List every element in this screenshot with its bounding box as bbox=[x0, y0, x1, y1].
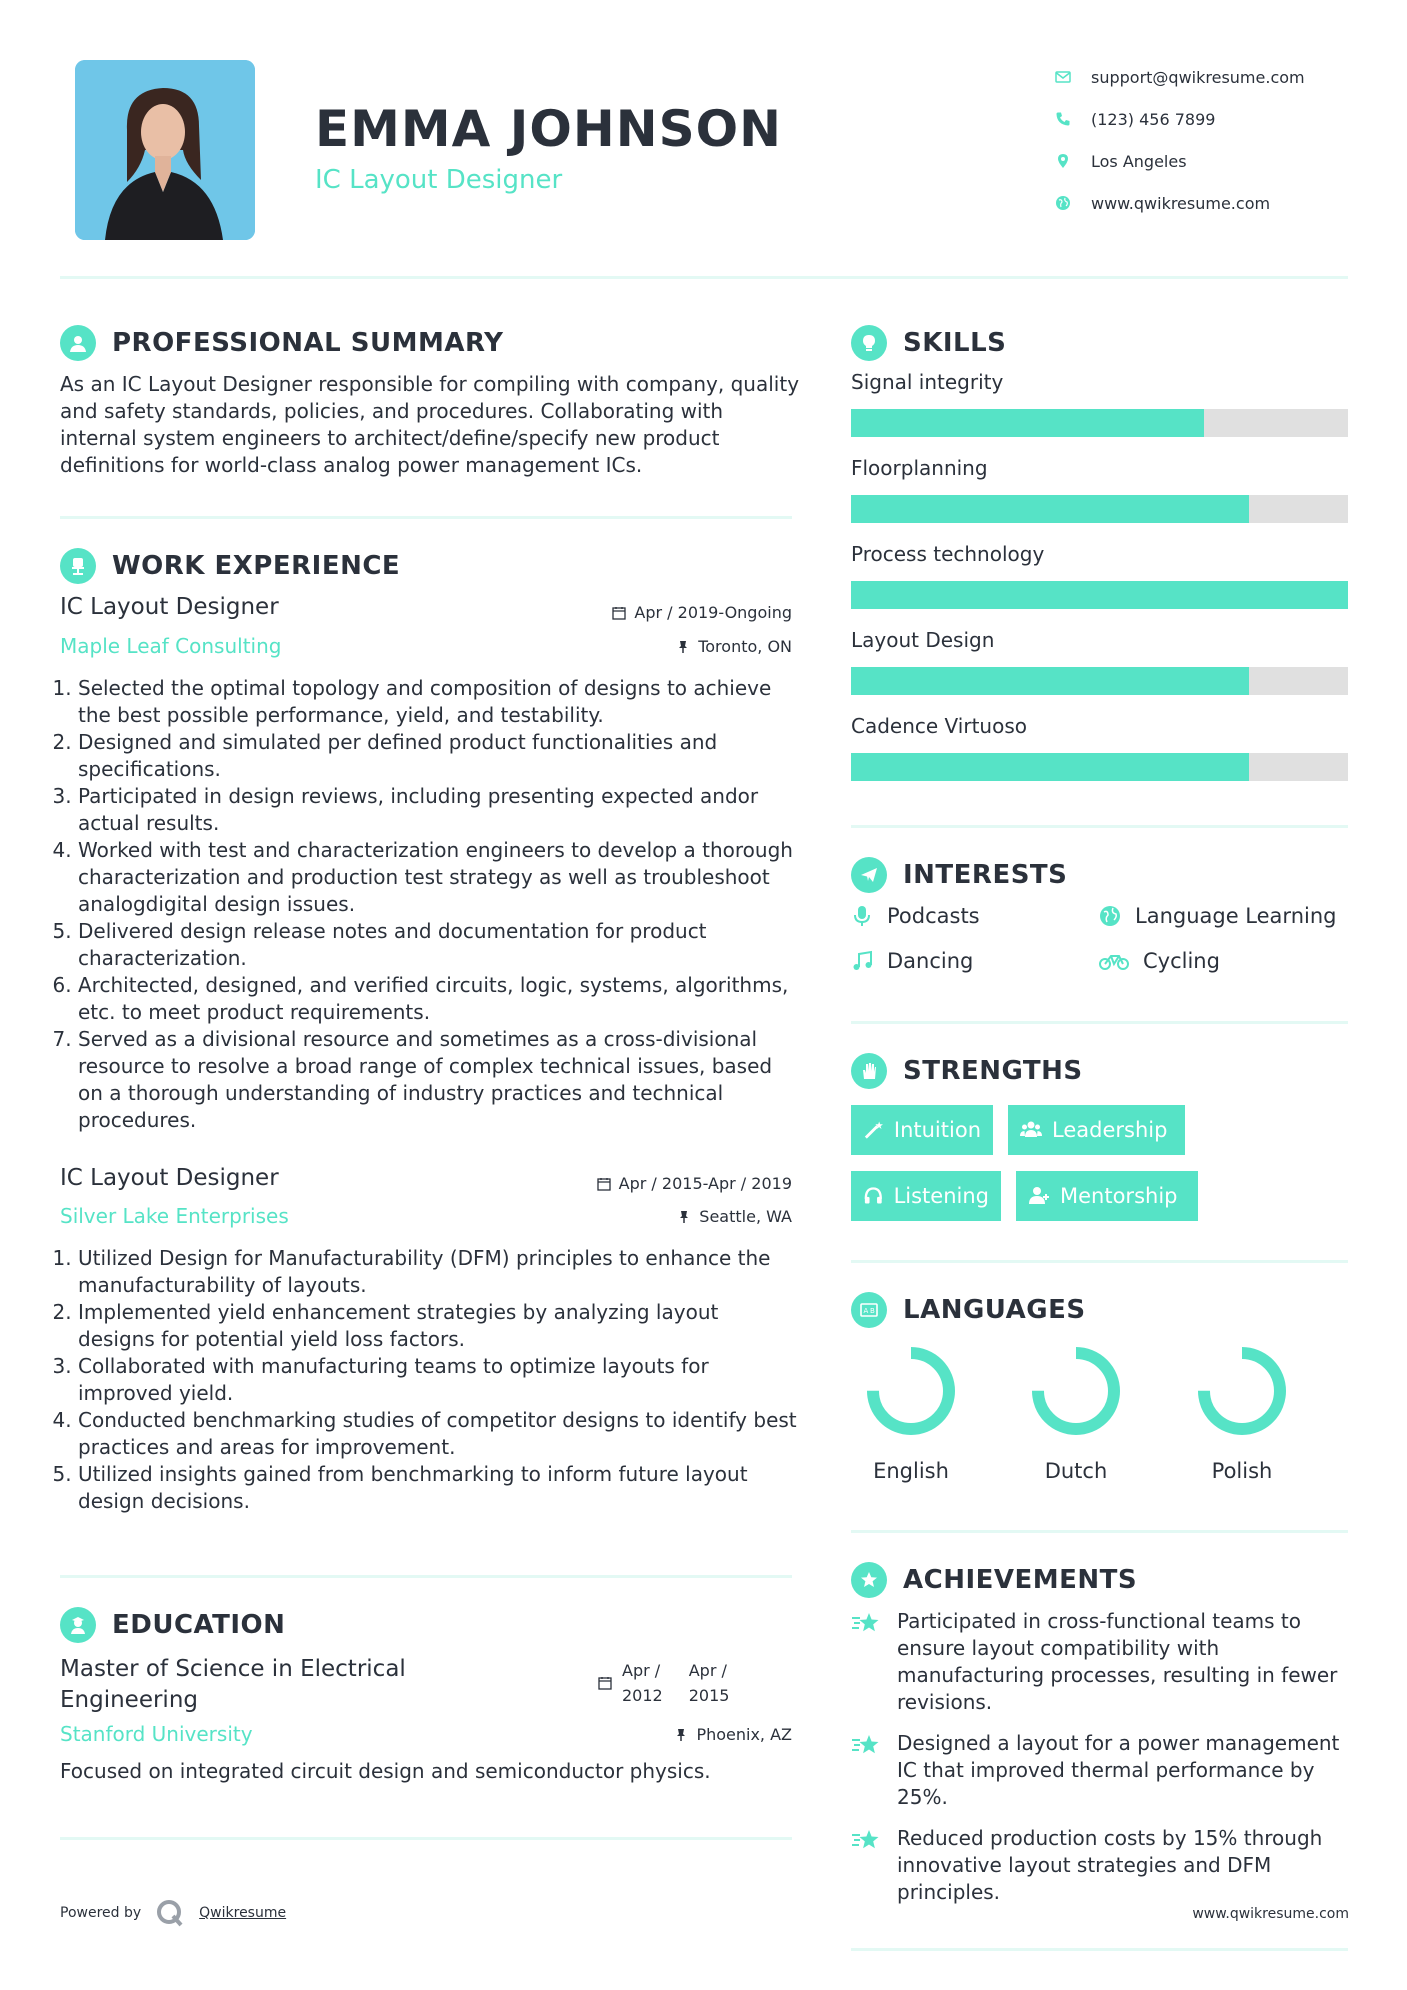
languages-divider bbox=[851, 1530, 1348, 1533]
headphones-icon bbox=[863, 1185, 884, 1207]
contact-email-text: support@qwikresume.com bbox=[1091, 67, 1305, 87]
achievement-2 bbox=[851, 1730, 1348, 1811]
contact-phone[interactable] bbox=[1055, 98, 1375, 140]
interest-label: Cycling bbox=[1143, 949, 1220, 973]
users-icon bbox=[1020, 1119, 1042, 1141]
strength-label: Listening bbox=[893, 1184, 989, 1208]
achievement-text: Participated in cross-functional teams to ensure layout compatibility with manufacturing processes, resulting in fewer revisions. bbox=[897, 1609, 1338, 1714]
achievement-1 bbox=[851, 1608, 1348, 1716]
summary-heading bbox=[60, 325, 503, 361]
interest-label: Language Learning bbox=[1135, 904, 1337, 928]
job-1-location bbox=[500, 637, 792, 656]
globe-icon bbox=[1055, 195, 1071, 211]
music-icon bbox=[851, 950, 873, 972]
star-icon bbox=[851, 1827, 883, 1857]
envelope-icon bbox=[1055, 69, 1071, 85]
strength-listening bbox=[851, 1171, 1001, 1221]
graduate-icon bbox=[60, 1607, 96, 1643]
strength-leadership bbox=[1008, 1105, 1185, 1155]
strength-label: Mentorship bbox=[1060, 1184, 1178, 1208]
list-item: 7. Served as a divisional resource and sometimes as a cross-divisional resource to resolve a broad range of complex technical issues, based on a thorough understanding of industry practices and technical procedures. bbox=[78, 1026, 800, 1134]
summary-title: PROFESSIONAL SUMMARY bbox=[112, 328, 504, 358]
profile-photo bbox=[75, 60, 255, 240]
job-2-company: Silver Lake Enterprises bbox=[60, 1204, 289, 1228]
contact-website-text: www.qwikresume.com bbox=[1091, 193, 1271, 213]
language-item bbox=[1182, 1345, 1302, 1483]
job-1-location-text: Toronto, ON bbox=[698, 637, 792, 656]
footer-powered-by bbox=[60, 1898, 286, 1928]
interests-heading bbox=[851, 857, 1067, 893]
contact-block bbox=[1055, 56, 1375, 224]
language-item bbox=[1016, 1345, 1136, 1483]
job-1-bullets bbox=[60, 675, 800, 1134]
calendar-icon bbox=[612, 606, 626, 620]
header-divider bbox=[60, 276, 1348, 279]
education-start-2: 2012 bbox=[622, 1686, 663, 1705]
microphone-icon bbox=[851, 905, 873, 927]
list-item: 5. Utilized insights gained from benchmarking to inform future layout design decisions. bbox=[78, 1461, 800, 1515]
experience-divider bbox=[60, 1575, 792, 1578]
pin-icon bbox=[676, 640, 690, 654]
education-description: Focused on integrated circuit design and semiconductor physics. bbox=[60, 1759, 711, 1783]
magic-wand-icon bbox=[863, 1119, 884, 1141]
interest-dancing bbox=[851, 949, 973, 973]
achievements-title: ACHIEVEMENTS bbox=[903, 1565, 1138, 1595]
pin-icon bbox=[674, 1728, 688, 1742]
strengths-divider bbox=[851, 1260, 1348, 1263]
achievement-text: Reduced production costs by 15% through innovative layout strategies and DFM principles. bbox=[897, 1826, 1323, 1904]
globe-icon bbox=[1099, 905, 1121, 927]
skill-bar-fill bbox=[851, 495, 1249, 523]
user-plus-icon bbox=[1028, 1185, 1050, 1207]
job-2-location-text: Seattle, WA bbox=[699, 1207, 792, 1226]
strength-intuition bbox=[851, 1105, 993, 1155]
phone-icon bbox=[1055, 111, 1071, 127]
list-item: 6. Architected, designed, and verified circuits, logic, systems, algorithms, etc. to meet product requirements. bbox=[78, 972, 800, 1026]
skill-label: Signal integrity bbox=[851, 370, 1004, 394]
languages-title: LANGUAGES bbox=[903, 1295, 1086, 1325]
education-end-2: 2015 bbox=[688, 1686, 730, 1705]
list-item: 3. Collaborated with manufacturing teams to optimize layouts for improved yield. bbox=[78, 1353, 800, 1407]
job-1-title: IC Layout Designer bbox=[60, 594, 279, 620]
footer-website[interactable]: www.qwikresume.com bbox=[1192, 1906, 1349, 1922]
education-degree-line2: Engineering bbox=[60, 1687, 198, 1713]
interests-title: INTERESTS bbox=[903, 860, 1068, 890]
strength-mentorship bbox=[1016, 1171, 1198, 1221]
skill-bar bbox=[851, 495, 1348, 523]
skills-heading bbox=[851, 325, 1006, 361]
language-ring bbox=[1196, 1345, 1288, 1437]
skill-bar-fill bbox=[851, 667, 1249, 695]
job-2-title: IC Layout Designer bbox=[60, 1165, 279, 1191]
contact-phone-text: (123) 456 7899 bbox=[1091, 109, 1216, 129]
list-item: 3. Participated in design reviews, including presenting expected andor actual results. bbox=[78, 783, 800, 837]
list-item: 1. Utilized Design for Manufacturability (DFM) principles to enhance the manufacturability of layouts. bbox=[78, 1245, 800, 1299]
job-1-date-text: Apr / 2019-Ongoing bbox=[634, 603, 792, 622]
language-ring bbox=[865, 1345, 957, 1437]
list-item: 5. Delivered design release notes and documentation for product characterization. bbox=[78, 918, 800, 972]
strength-label: Leadership bbox=[1052, 1118, 1168, 1142]
languages-heading bbox=[851, 1292, 1086, 1328]
contact-website[interactable] bbox=[1055, 182, 1375, 224]
language-name: Dutch bbox=[1044, 1459, 1108, 1483]
star-icon bbox=[851, 1732, 883, 1762]
interests-divider bbox=[851, 1021, 1348, 1024]
summary-divider bbox=[60, 516, 792, 519]
lightbulb-icon bbox=[851, 325, 887, 361]
contact-location-text: Los Angeles bbox=[1091, 151, 1187, 171]
education-title: EDUCATION bbox=[112, 1610, 286, 1640]
list-item: 2. Designed and simulated per defined product functionalities and specifications. bbox=[78, 729, 800, 783]
achievement-text: Designed a layout for a power management IC that improved thermal performance by 25%. bbox=[897, 1731, 1340, 1809]
summary-text: As an IC Layout Designer responsible for compiling with company, quality and safety standards, policies, and procedures. Collaborating with internal system engineers to architect/define/specify new product definitions for world-class analog power management ICs. bbox=[60, 372, 800, 477]
education-end bbox=[689, 1658, 730, 1708]
list-item: 1. Selected the optimal topology and composition of designs to achieve the best possible performance, yield, and testability. bbox=[78, 675, 800, 729]
strength-label: Intuition bbox=[893, 1118, 981, 1142]
achievements-heading bbox=[851, 1562, 1137, 1598]
education-dates bbox=[598, 1658, 729, 1708]
skills-divider bbox=[851, 825, 1348, 828]
qwikresume-link[interactable]: Qwikresume bbox=[199, 1905, 287, 1921]
list-item: 4. Conducted benchmarking studies of competitor designs to identify best practices and areas for improvement. bbox=[78, 1407, 800, 1461]
education-degree bbox=[60, 1654, 406, 1716]
contact-email[interactable] bbox=[1055, 56, 1375, 98]
experience-title: WORK EXPERIENCE bbox=[112, 551, 401, 581]
list-item: 4. Worked with test and characterization engineers to develop a thorough characterization and production test strategy as well as troubleshoot analogdigital design issues. bbox=[78, 837, 800, 918]
svg-text:B: B bbox=[870, 1307, 875, 1315]
skill-bar bbox=[851, 581, 1348, 609]
education-start-1: Apr / bbox=[622, 1661, 661, 1680]
language-name: English bbox=[873, 1459, 949, 1483]
qwikresume-logo-icon bbox=[155, 1898, 185, 1928]
strengths-heading bbox=[851, 1053, 1083, 1089]
education-location bbox=[500, 1725, 792, 1744]
skill-bar-fill bbox=[851, 581, 1348, 609]
achievements-divider bbox=[851, 1948, 1348, 1951]
skill-label: Cadence Virtuoso bbox=[851, 714, 1027, 738]
interest-label: Dancing bbox=[887, 949, 974, 973]
education-end-1: Apr / bbox=[688, 1661, 727, 1680]
list-item: 2. Implemented yield enhancement strategies by analyzing layout designs for potential yield loss factors. bbox=[78, 1299, 800, 1353]
education-start bbox=[622, 1658, 663, 1708]
job-2-bullets bbox=[60, 1245, 800, 1515]
skill-bar bbox=[851, 753, 1348, 781]
office-chair-icon bbox=[60, 548, 96, 584]
education-degree-line1: Master of Science in Electrical bbox=[60, 1656, 406, 1682]
skill-label: Layout Design bbox=[851, 628, 995, 652]
calendar-icon bbox=[598, 1676, 612, 1690]
strengths-title: STRENGTHS bbox=[903, 1056, 1083, 1086]
language-icon bbox=[851, 1292, 887, 1328]
skill-bar bbox=[851, 667, 1348, 695]
star-badge-icon bbox=[851, 1562, 887, 1598]
education-location-text: Phoenix, AZ bbox=[696, 1725, 792, 1744]
skill-label: Floorplanning bbox=[851, 456, 988, 480]
skill-bar-fill bbox=[851, 409, 1204, 437]
calendar-icon bbox=[597, 1177, 611, 1191]
job-2-date bbox=[500, 1174, 792, 1193]
skills-title: SKILLS bbox=[903, 328, 1007, 358]
map-pin-icon bbox=[1055, 153, 1071, 169]
achievement-3 bbox=[851, 1825, 1348, 1906]
language-name: Polish bbox=[1211, 1459, 1273, 1483]
bicycle-icon bbox=[1099, 950, 1129, 972]
powered-by-text: Powered by bbox=[60, 1905, 142, 1921]
language-ring bbox=[1030, 1345, 1122, 1437]
svg-text:A: A bbox=[863, 1307, 869, 1315]
education-divider bbox=[60, 1837, 792, 1840]
education-heading bbox=[60, 1607, 285, 1643]
education-school: Stanford University bbox=[60, 1722, 253, 1746]
skill-bar bbox=[851, 409, 1348, 437]
user-circle-icon bbox=[60, 325, 96, 361]
experience-heading bbox=[60, 548, 400, 584]
contact-location bbox=[1055, 140, 1375, 182]
hand-icon bbox=[851, 1053, 887, 1089]
interest-language-learning bbox=[1099, 904, 1336, 928]
pin-icon bbox=[677, 1210, 691, 1224]
skill-label: Process technology bbox=[851, 542, 1045, 566]
candidate-title: IC Layout Designer bbox=[315, 165, 563, 195]
language-item bbox=[851, 1345, 971, 1483]
star-icon bbox=[851, 1610, 883, 1640]
interest-podcasts bbox=[851, 904, 980, 928]
skill-bar-fill bbox=[851, 753, 1249, 781]
interest-label: Podcasts bbox=[887, 904, 980, 928]
job-1-date bbox=[500, 603, 792, 622]
paper-plane-icon bbox=[851, 857, 887, 893]
candidate-name: EMMA JOHNSON bbox=[315, 100, 782, 158]
job-2-date-text: Apr / 2015-Apr / 2019 bbox=[618, 1174, 792, 1193]
job-1-company: Maple Leaf Consulting bbox=[60, 634, 282, 658]
interest-cycling bbox=[1099, 949, 1220, 973]
job-2-location bbox=[500, 1207, 792, 1226]
